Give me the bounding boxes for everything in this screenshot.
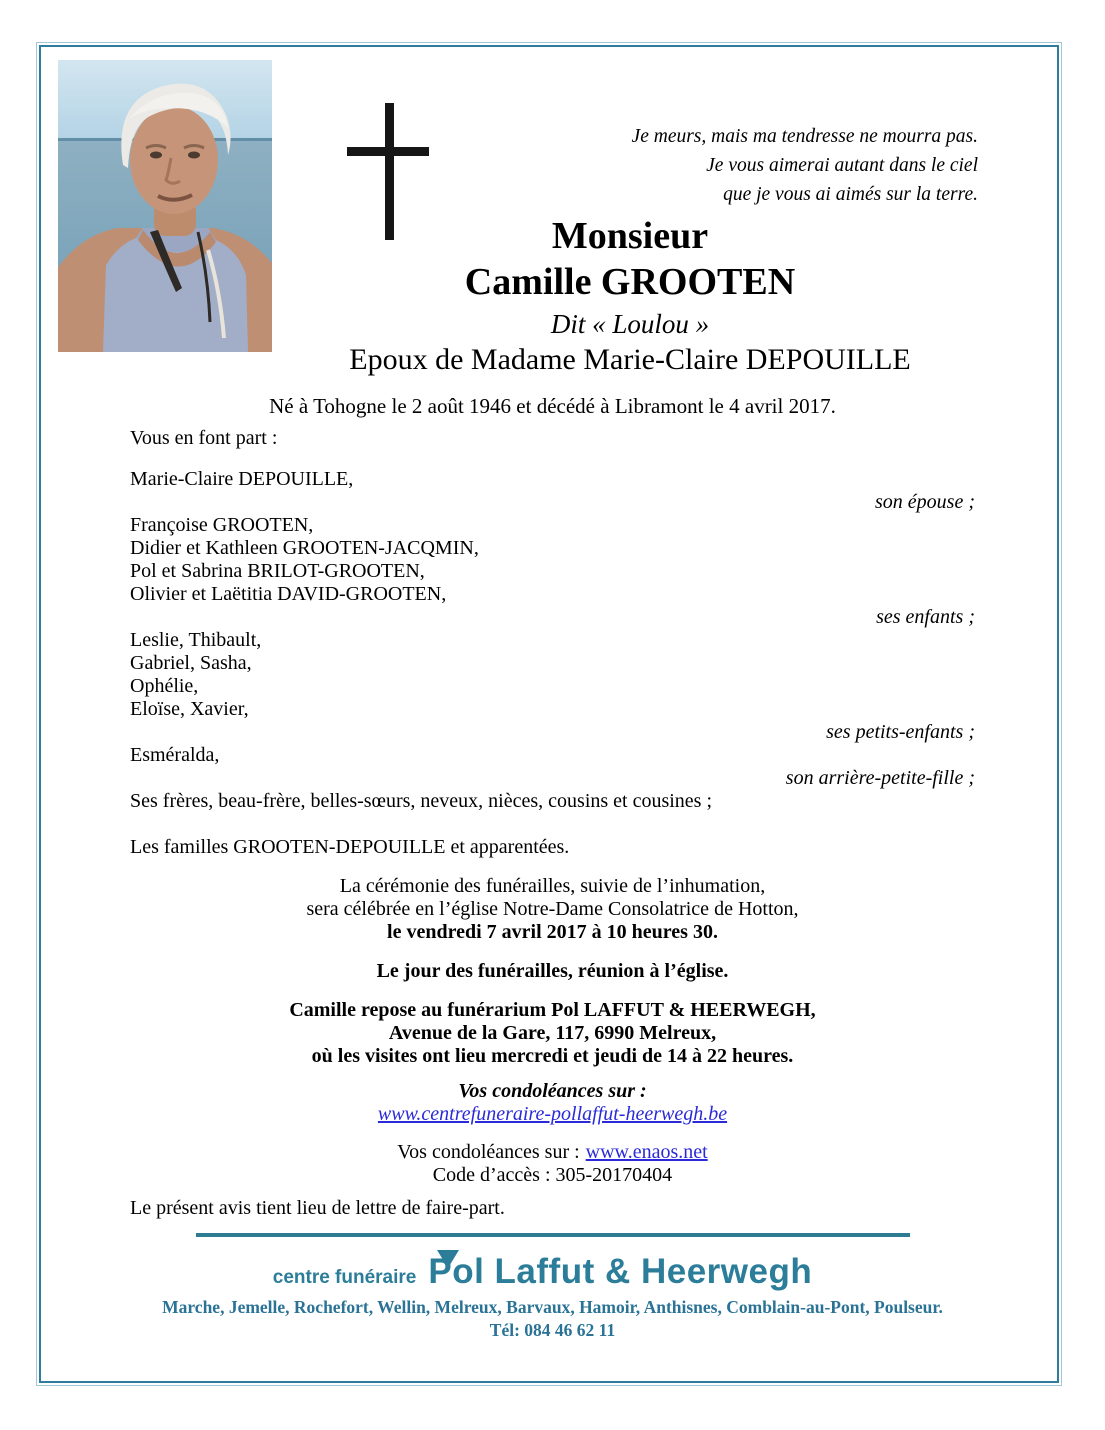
header-block <box>255 213 1005 379</box>
title-monsieur: Monsieur <box>551 215 709 257</box>
mourner-name: Didier et Kathleen GROOTEN-JACQMIN, <box>130 537 479 559</box>
mourner-name: Olivier et Laëtitia DAVID-GROOTEN, <box>130 583 447 605</box>
brand-large-text: Pol Laffut & Heerwegh <box>428 1252 813 1291</box>
spouse-line: Epoux de Madame Marie-Claire DEPOUILLE <box>349 343 911 376</box>
ceremony-line: sera célébrée en l’église Notre-Dame Consolatrice de Hotton, <box>306 898 799 920</box>
relation-label: son arrière-petite-fille ; <box>785 767 975 789</box>
quote-line: Je meurs, mais ma tendresse ne mourra pas. <box>631 126 978 147</box>
mourner-name: Esméralda, <box>130 744 220 766</box>
ceremony-block <box>40 875 1065 944</box>
mourner-name: Gabriel, Sasha, <box>130 652 252 674</box>
funerarium-visits: où les visites ont lieu mercredi et jeudi de 14 à 22 heures. <box>311 1045 794 1067</box>
mourner-name: Marie-Claire DEPOUILLE, <box>130 468 354 490</box>
families-line: Les familles GROOTEN-DEPOUILLE et apparentées. <box>130 836 570 858</box>
deceased-name: Camille GROOTEN <box>464 261 796 303</box>
enaos-link[interactable]: www.enaos.net <box>585 1141 708 1163</box>
footer-divider <box>196 1233 910 1237</box>
funerarium-line: Camille repose au funérarium Pol LAFFUT & HEERWEGH, <box>289 999 816 1021</box>
portrait-photo-image <box>58 60 272 352</box>
condolences-website-link[interactable]: www.centrefuneraire-pollaffut-heerwegh.be <box>377 1103 728 1125</box>
condolences-secondary <box>40 1141 1065 1187</box>
quote-line: que je vous ai aimés sur la terre. <box>723 184 978 205</box>
footer-locations: Marche, Jemelle, Rochefort, Wellin, Melreux, Barvaux, Hamoir, Anthisnes, Comblain-au-Pont, Poulseur. <box>162 1297 943 1317</box>
mourner-name: Leslie, Thibault, <box>130 629 262 651</box>
memorial-quote <box>458 122 978 209</box>
footer-phone: Tél: 084 46 62 11 <box>489 1320 616 1340</box>
quote-line: Je vous aimerai autant dans le ciel <box>706 155 978 176</box>
relatives-line: Ses frères, beau-frère, belles-sœurs, neveux, nièces, cousins et cousines ; <box>130 790 713 812</box>
meeting-line: Le jour des funérailles, réunion à l’église. <box>376 960 729 982</box>
notice-line: Le présent avis tient lieu de lettre de faire-part. <box>130 1197 505 1219</box>
birth-death-line: Né à Tohogne le 2 août 1946 et décédé à Libramont le 4 avril 2017. <box>269 394 836 418</box>
funerarium-address: Avenue de la Gare, 117, 6990 Melreux, <box>388 1022 717 1044</box>
funeral-home-logo <box>20 1252 1065 1292</box>
relation-label: ses enfants ; <box>876 606 975 628</box>
ceremony-date-line: le vendredi 7 avril 2017 à 10 heures 30. <box>387 921 718 943</box>
mourner-name: Eloïse, Xavier, <box>130 698 249 720</box>
mourner-name: Ophélie, <box>130 675 199 697</box>
access-code-line: Code d’accès : 305-20170404 <box>432 1164 673 1186</box>
condolences-label: Vos condoléances sur : <box>397 1141 580 1163</box>
funerarium-block <box>40 999 1065 1068</box>
relation-label: ses petits-enfants ; <box>826 721 975 743</box>
cross-horizontal-bar <box>347 147 429 156</box>
nickname: Dit « Loulou » <box>550 309 710 339</box>
relation-label: son épouse ; <box>875 491 975 513</box>
mourner-name: Françoise GROOTEN, <box>130 514 314 536</box>
announcement-intro: Vous en font part : <box>130 427 278 449</box>
condolences-primary <box>40 1080 1065 1126</box>
mourners-list <box>130 468 975 813</box>
mourner-name: Pol et Sabrina BRILOT-GROOTEN, <box>130 560 425 582</box>
brand-small-text: centre funéraire <box>272 1267 417 1288</box>
ceremony-line: La cérémonie des funérailles, suivie de l’inhumation, <box>339 875 766 897</box>
condolences-label: Vos condoléances sur : <box>458 1080 647 1102</box>
portrait-photo <box>58 60 272 352</box>
